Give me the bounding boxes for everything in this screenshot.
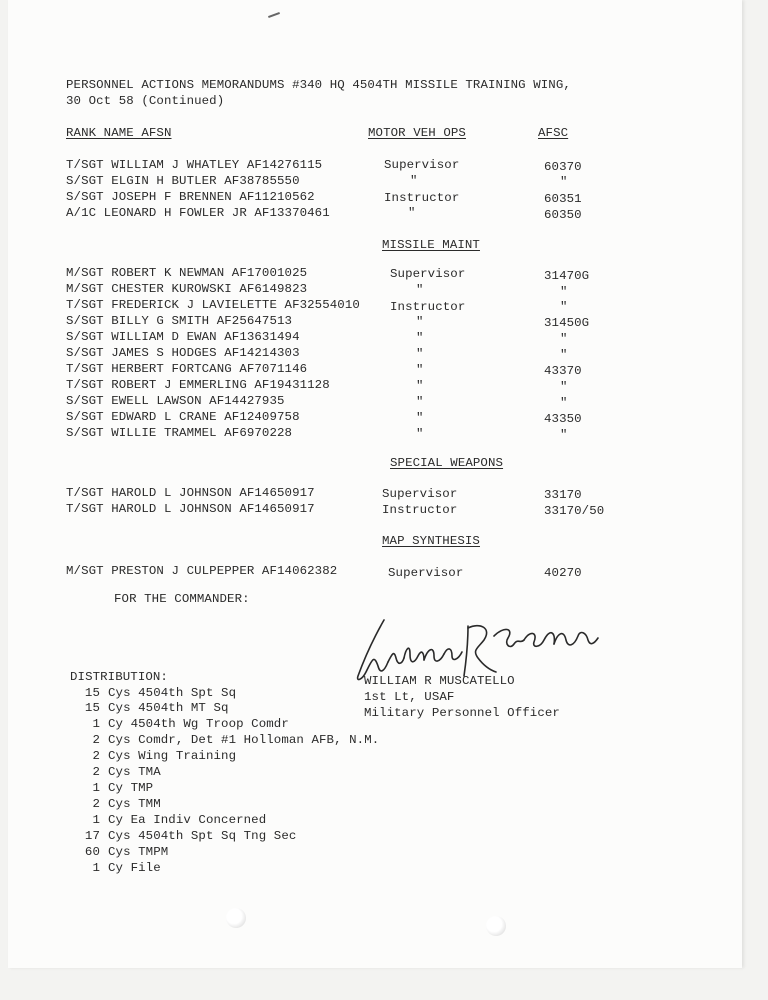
distribution-text: Cys 4504th Spt Sq (108, 686, 237, 700)
distribution-text: Cys TMPM (108, 845, 169, 859)
distribution-text: Cys 4504th MT Sq (108, 701, 229, 715)
roster-afsc: 31470G (544, 269, 590, 283)
roster-afsc: 43350 (544, 412, 582, 426)
roster-afsc: " (560, 348, 568, 362)
roster-role: " (416, 315, 424, 329)
distribution-text: Cys 4504th Spt Sq Tng Sec (108, 829, 297, 843)
distribution-qty: 1 (92, 717, 100, 731)
roster-role: Instructor (390, 300, 466, 314)
section-title-special-weapons: SPECIAL WEAPONS (390, 456, 504, 470)
roster-afsc: " (560, 396, 568, 410)
roster-name: T/SGT HAROLD L JOHNSON AF14650917 (66, 502, 315, 516)
column-header-afsc: AFSC (538, 126, 569, 140)
roster-name: S/SGT JAMES S HODGES AF14214303 (66, 346, 300, 360)
roster-role: " (408, 206, 416, 220)
roster-name: M/SGT CHESTER KUROWSKI AF6149823 (66, 282, 308, 296)
memo-header-line1: PERSONNEL ACTIONS MEMORANDUMS #340 HQ 4504TH MISSILE TRAINING WING, (66, 78, 571, 92)
roster-name: M/SGT PRESTON J CULPEPPER AF14062382 (66, 564, 338, 578)
roster-afsc: 31450G (544, 316, 590, 330)
pen-mark (268, 12, 280, 18)
roster-role: " (416, 283, 424, 297)
roster-name: S/SGT EWELL LAWSON AF14427935 (66, 394, 285, 408)
roster-name: T/SGT HERBERT FORTCANG AF7071146 (66, 362, 308, 376)
distribution-qty: 1 (92, 861, 100, 875)
column-header-name: RANK NAME AFSN (66, 126, 172, 140)
punch-hole (486, 916, 506, 936)
distribution-qty: 60 (84, 845, 100, 859)
roster-role: Supervisor (382, 487, 458, 501)
roster-role: " (416, 411, 424, 425)
roster-name: M/SGT ROBERT K NEWMAN AF17001025 (66, 266, 308, 280)
memo-header-line2: 30 Oct 58 (Continued) (66, 94, 225, 108)
roster-afsc: " (560, 380, 568, 394)
roster-name: S/SGT BILLY G SMITH AF25647513 (66, 314, 293, 328)
roster-role: " (416, 379, 424, 393)
roster-role: " (416, 347, 424, 361)
roster-name: S/SGT ELGIN H BUTLER AF38785550 (66, 174, 300, 188)
distribution-qty: 2 (92, 797, 100, 811)
signatory-title: Military Personnel Officer (364, 706, 560, 720)
distribution-text: Cy Ea Indiv Concerned (108, 813, 267, 827)
distribution-qty: 17 (84, 829, 100, 843)
distribution-title: DISTRIBUTION: (70, 670, 168, 684)
distribution-text: Cys Wing Training (108, 749, 237, 763)
roster-role: " (416, 331, 424, 345)
distribution-qty: 2 (92, 765, 100, 779)
roster-name: S/SGT EDWARD L CRANE AF12409758 (66, 410, 300, 424)
roster-afsc: 60370 (544, 160, 582, 174)
signatory-rank: 1st Lt, USAF (364, 690, 455, 704)
roster-name: S/SGT WILLIAM D EWAN AF13631494 (66, 330, 300, 344)
roster-afsc: 43370 (544, 364, 582, 378)
signatory-name: WILLIAM R MUSCATELLO (364, 674, 515, 688)
roster-afsc: 33170 (544, 488, 582, 502)
for-the-commander: FOR THE COMMANDER: (114, 592, 250, 606)
roster-name: T/SGT FREDERICK J LAVIELETTE AF32554010 (66, 298, 360, 312)
distribution-qty: 1 (92, 781, 100, 795)
roster-role: Supervisor (388, 566, 464, 580)
roster-afsc: " (560, 428, 568, 442)
distribution-text: Cys TMM (108, 797, 161, 811)
distribution-text: Cys Comdr, Det #1 Holloman AFB, N.M. (108, 733, 380, 747)
roster-afsc: " (560, 300, 568, 314)
roster-afsc: 60350 (544, 208, 582, 222)
roster-name: T/SGT ROBERT J EMMERLING AF19431128 (66, 378, 330, 392)
roster-afsc: 33170/50 (544, 504, 605, 518)
distribution-qty: 1 (92, 813, 100, 827)
roster-role: " (416, 427, 424, 441)
punch-hole (226, 908, 246, 928)
roster-role: Supervisor (384, 158, 460, 172)
roster-role: Instructor (384, 191, 460, 205)
distribution-text: Cy File (108, 861, 161, 875)
distribution-text: Cys TMA (108, 765, 161, 779)
roster-afsc: " (560, 285, 568, 299)
roster-role: " (416, 395, 424, 409)
distribution-qty: 15 (84, 686, 100, 700)
roster-role: Instructor (382, 503, 458, 517)
roster-afsc: 60351 (544, 192, 582, 206)
distribution-qty: 2 (92, 749, 100, 763)
roster-afsc: " (560, 332, 568, 346)
roster-name: S/SGT WILLIE TRAMMEL AF6970228 (66, 426, 293, 440)
section-title-missile-maint: MISSILE MAINT (382, 238, 480, 252)
roster-role: " (416, 363, 424, 377)
roster-afsc: 40270 (544, 566, 582, 580)
document-page (8, 0, 742, 968)
roster-name: S/SGT JOSEPH F BRENNEN AF11210562 (66, 190, 315, 204)
distribution-qty: 2 (92, 733, 100, 747)
section-title-motor-veh-ops: MOTOR VEH OPS (368, 126, 466, 140)
section-title-map-synthesis: MAP SYNTHESIS (382, 534, 480, 548)
roster-name: T/SGT HAROLD L JOHNSON AF14650917 (66, 486, 315, 500)
roster-role: " (410, 174, 418, 188)
distribution-qty: 15 (84, 701, 100, 715)
distribution-text: Cy 4504th Wg Troop Comdr (108, 717, 289, 731)
roster-afsc: " (560, 175, 568, 189)
roster-role: Supervisor (390, 267, 466, 281)
roster-name: T/SGT WILLIAM J WHATLEY AF14276115 (66, 158, 323, 172)
distribution-text: Cy TMP (108, 781, 154, 795)
roster-name: A/1C LEONARD H FOWLER JR AF13370461 (66, 206, 330, 220)
